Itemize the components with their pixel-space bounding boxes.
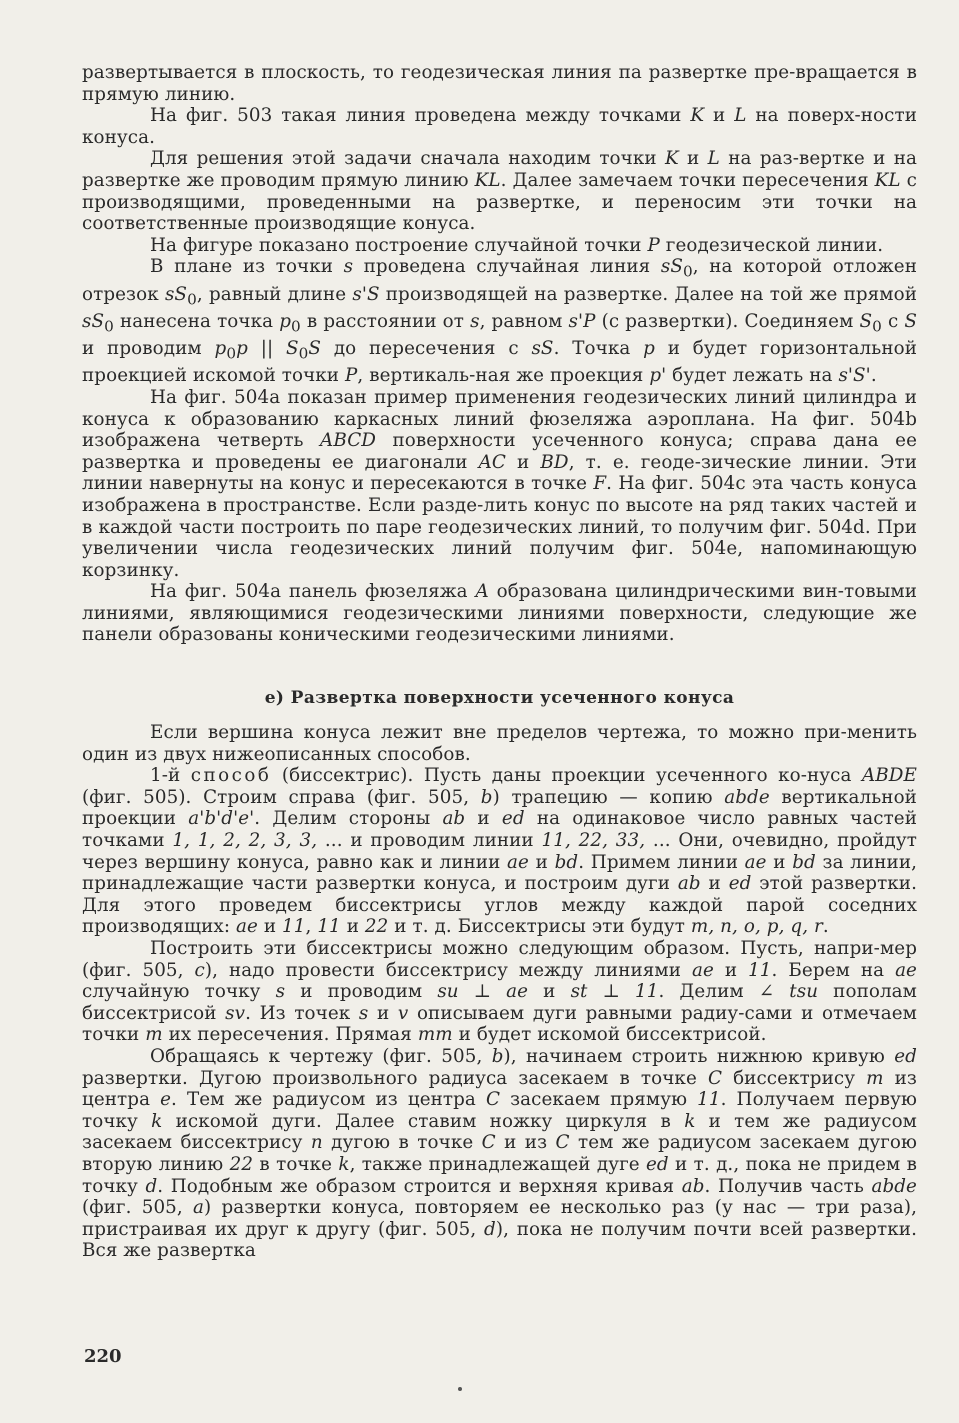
paragraph: На фиг. 503 такая линия проведена между точками K и L на поверх-ности конуса.	[82, 105, 917, 148]
paragraph: Если вершина конуса лежит вне пределов чертежа, то можно при-менить один из двух нижеописанных способов.	[82, 722, 917, 765]
paragraph: На фиг. 504а показан пример применения геодезических линий цилиндра и конуса к образованию каркасных линий фюзеляжа аэроплана. На фиг. 504b изображена четверть ABCD поверхности усеченного конуса; справа дана ее развертка и проведены ее диагонали AC и BD, т. е. геоде-зические линии. Эти линии навернуты на конус и пересекаются в точке F. На фиг. 504с эта часть конуса изображена в пространстве. Если разде-лить конус по высоте на ряд таких частей и в каждой части построить по паре геодезических линий, то получим фиг. 504d. При увеличении числа геодезических линий получим фиг. 504е, напоминающую корзинку.	[82, 386, 917, 581]
paragraph: Обращаясь к чертежу (фиг. 505, b), начинаем строить нижнюю кривую ed развертки. Дугою произвольного радиуса засекаем в точке C биссектрису m из центра e. Тем же радиусом из центра C засекаем прямую 11. Получаем первую точку k искомой дуги. Далее ставим ножку циркуля в k и тем же радиусом засекаем биссектрису n дугою в точке C и из C тем же радиусом засекаем дугою вторую линию 22 в точке k, также принадлежащей дуге ed и т. д., пока не придем в точку d. Подобным же образом строится и верхняя кривая ab. Получив часть abde (фиг. 505, a) развертки конуса, повторяем ее несколько раз (у нас — три раза), пристраивая их друг к другу (фиг. 505, d), пока не получим почти всей развертки. Вся же развертка	[82, 1045, 918, 1262]
paragraph: 1-й способ (биссектрис). Пусть даны проекции усеченного ко-нуса ABDE (фиг. 505). Строим справа (фиг. 505, b) трапецию — копию abde вертикальной проекции a'b'd'e'. Делим стороны ab и ed на одинаковое число равных частей точками 1, 1, 2, 2, 3, 3, ... и проводим линии 11, 22, 33, ... Они, очевидно, пройдут через вершину конуса, равно как и линии ae и bd. Примем линии ae и bd за линии, принадлежащие части развертки конуса, и построим дуги ab и ed этой развертки. Для этого проведем биссектрисы углов между каждой парой соседних производящих: ae и 11, 11 и 22 и т. д. Биссектрисы эти будут m, n, o, p, q, r.	[82, 765, 918, 938]
page-number: 220	[84, 1346, 122, 1367]
body-text-bottom	[82, 722, 917, 1262]
paragraph: На фигуре показано построение случайной точки P геодезической линии.	[150, 234, 884, 256]
body-text-top	[82, 62, 917, 646]
paragraph: Для решения этой задачи сначала находим точки K и L на раз-вертке и на развертке же проводим прямую линию KL. Далее замечаем точки пересечения KL с производящими, проведенными на развертке, и переносим эти точки на соответственные производящие конуса.	[82, 148, 917, 235]
paragraph: На фиг. 504а панель фюзеляжа A образована цилиндрическими вин-товыми линиями, являющимися геодезическими линиями поверхности, следующие же панели образованы коническими геодезическими линиями.	[82, 581, 917, 646]
section-heading: е) Развертка поверхности усеченного конуса	[264, 688, 735, 709]
paragraph: В плане из точки s проведена случайная линия $sS_0$, на которой отложен отрезок $sS_0$, равный длине s'S производящей на развертке. Далее на той же прямой $sS_0$ нанесена точка $p_0$ в расстоянии от s, равном s'P (с развертки). Соединяем $S_0$ с S и проводим $p_0p$ || $S_0S$ до пересечения с sS. Точка p и будет горизонтальной проекцией искомой точки P, вертикаль-ная же проекция p' будет лежать на s'S'.	[82, 256, 918, 387]
paragraph: развертывается в плоскость, то геодезическая линия па развертке пре-вращается в прямую линию.	[82, 62, 917, 105]
print-speck	[458, 1387, 462, 1391]
paragraph: Построить эти биссектрисы можно следующим образом. Пусть, напри-мер (фиг. 505, c), надо провести биссектрису между линиями ae и 11. Берем на ae случайную точку s и проводим su ⊥ ae и st ⊥ 11. Делим ∠ tsu пополам биссектрисой sv. Из точек s и v описываем дуги равными радиу-сами и отмечаем точки m их пересечения. Прямая mm и будет искомой биссектрисой.	[82, 938, 918, 1046]
